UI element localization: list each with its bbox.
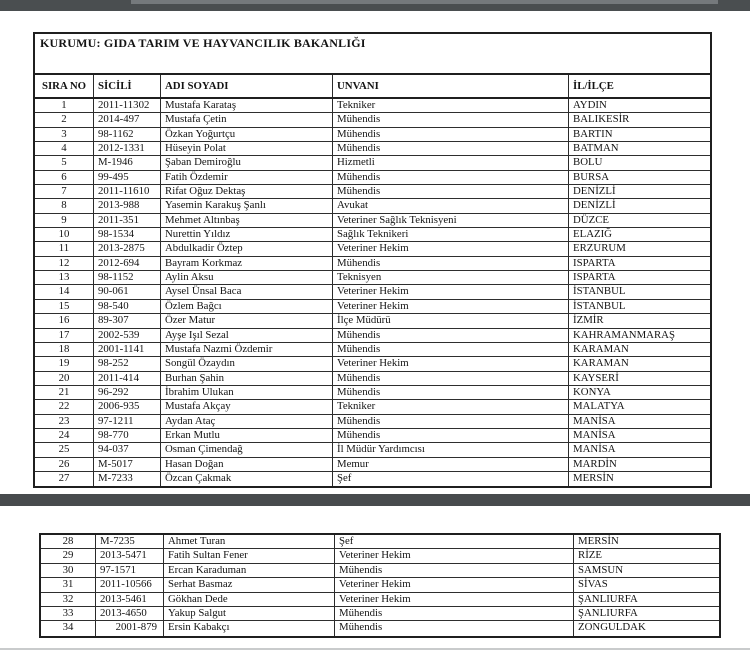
registry-number-cell: 98-252: [94, 357, 161, 370]
table-2-body: [41, 535, 719, 636]
table-row: [41, 593, 719, 607]
job-title-cell: Hizmetli: [333, 156, 569, 169]
registry-number-cell: 96-292: [94, 386, 161, 399]
full-name-cell: Ersin Kabakçı: [164, 621, 335, 635]
full-name-cell: Songül Özaydın: [161, 357, 333, 370]
table-row: [41, 535, 719, 549]
table-row: [35, 214, 710, 228]
table-row: [35, 357, 710, 371]
table-row: [35, 171, 710, 185]
job-title-cell: Mühendis: [333, 415, 569, 428]
scan-page-top-bar-highlight: [131, 0, 718, 4]
registry-number-cell: 2011-351: [94, 214, 161, 227]
province-cell: ELAZIĞ: [573, 228, 612, 241]
row-number-cell: 23: [35, 415, 94, 428]
registry-number-cell: 2013-4650: [96, 607, 164, 620]
full-name-cell: Abdulkadir Öztep: [161, 242, 333, 255]
registry-number-cell: 98-1152: [94, 271, 161, 284]
job-title-cell: Mühendis: [335, 621, 574, 635]
table-header-row: [35, 75, 710, 99]
job-title-cell: Sağlık Teknikeri: [333, 228, 569, 241]
row-number-cell: 27: [35, 472, 94, 486]
province-cell: BATMAN: [573, 142, 619, 155]
row-number-cell: 34: [41, 621, 96, 635]
province-cell: MERSİN: [573, 471, 614, 484]
row-number-cell: 29: [41, 549, 96, 562]
job-title-cell: Veteriner Sağlık Teknisyeni: [333, 214, 569, 227]
table-row: [35, 99, 710, 113]
full-name-cell: Ercan Karaduman: [164, 564, 335, 577]
full-name-cell: Yasemin Karakuş Şanlı: [161, 199, 333, 212]
row-number-cell: 2: [35, 113, 94, 126]
full-name-cell: Hüseyin Polat: [161, 142, 333, 155]
column-header-adi-soyadi: ADI SOYADI: [161, 75, 333, 97]
table-row: [35, 242, 710, 256]
row-number-cell: 9: [35, 214, 94, 227]
row-number-cell: 8: [35, 199, 94, 212]
province-cell: KAYSERİ: [573, 371, 619, 384]
province-cell: MERSİN: [578, 535, 619, 547]
row-number-cell: 22: [35, 400, 94, 413]
registry-number-cell: 98-1534: [94, 228, 161, 241]
job-title-cell: Mühendis: [333, 257, 569, 270]
full-name-cell: İbrahim Ulukan: [161, 386, 333, 399]
job-title-cell: Mühendis: [333, 343, 569, 356]
row-number-cell: 28: [41, 535, 96, 548]
table-row: [41, 549, 719, 563]
row-number-cell: 30: [41, 564, 96, 577]
row-number-cell: 1: [35, 99, 94, 112]
registry-number-cell: 94-037: [94, 443, 161, 456]
row-number-cell: 16: [35, 314, 94, 327]
job-title-cell: Teknisyen: [333, 271, 569, 284]
province-cell: ERZURUM: [573, 242, 626, 255]
page-title: KURUMU: GIDA TARIM VE HAYVANCILIK BAKANLIĞI: [35, 34, 710, 75]
registry-number-cell: 90-061: [94, 285, 161, 298]
registry-number-cell: 2014-497: [94, 113, 161, 126]
job-title-cell: Mühendis: [333, 372, 569, 385]
full-name-cell: Osman Çimendağ: [161, 443, 333, 456]
scan-page-bottom-edge: [0, 648, 750, 650]
scan-page-separator-bar: [0, 494, 750, 506]
province-cell: KARAMAN: [573, 357, 629, 370]
province-cell: BALIKESİR: [573, 113, 630, 126]
full-name-cell: Burhan Şahin: [161, 372, 333, 385]
job-title-cell: Veteriner Hekim: [333, 242, 569, 255]
personnel-table-page-2: [39, 533, 721, 638]
province-cell: BOLU: [573, 156, 603, 169]
full-name-cell: Şaban Demiroğlu: [161, 156, 333, 169]
scan-page-top-bar: [0, 0, 750, 11]
table-row: [35, 113, 710, 127]
registry-number-cell: M-7233: [94, 472, 161, 486]
province-cell: DENİZLİ: [573, 185, 616, 198]
registry-number-cell: 2001-1141: [94, 343, 161, 356]
row-number-cell: 25: [35, 443, 94, 456]
registry-number-cell: 97-1211: [94, 415, 161, 428]
full-name-cell: Mehmet Altınbaş: [161, 214, 333, 227]
job-title-cell: Mühendis: [333, 128, 569, 141]
registry-number-cell: 2001-879: [96, 621, 164, 635]
province-cell: İSTANBUL: [573, 299, 626, 312]
full-name-cell: Fatih Özdemir: [161, 171, 333, 184]
province-cell: SİVAS: [578, 578, 608, 591]
full-name-cell: Serhat Basmaz: [164, 578, 335, 591]
row-number-cell: 19: [35, 357, 94, 370]
table-row: [35, 228, 710, 242]
row-number-cell: 18: [35, 343, 94, 356]
table-row: [35, 343, 710, 357]
table-row: [35, 400, 710, 414]
table-row: [35, 185, 710, 199]
job-title-cell: Şef: [335, 535, 574, 548]
province-cell: İZMİR: [573, 314, 604, 327]
province-cell: ZONGULDAK: [578, 621, 646, 634]
row-number-cell: 24: [35, 429, 94, 442]
row-number-cell: 17: [35, 329, 94, 342]
province-cell: KAHRAMANMARAŞ: [573, 328, 675, 341]
job-title-cell: Mühendis: [333, 171, 569, 184]
registry-number-cell: 2002-539: [94, 329, 161, 342]
job-title-cell: Şef: [333, 472, 569, 486]
job-title-cell: Mühendis: [335, 564, 574, 577]
table-row: [35, 271, 710, 285]
province-cell: MANİSA: [573, 428, 616, 441]
full-name-cell: Yakup Salgut: [164, 607, 335, 620]
full-name-cell: Özer Matur: [161, 314, 333, 327]
full-name-cell: Ahmet Turan: [164, 535, 335, 548]
registry-number-cell: 2006-935: [94, 400, 161, 413]
row-number-cell: 13: [35, 271, 94, 284]
registry-number-cell: 2011-11610: [94, 185, 161, 198]
job-title-cell: Tekniker: [333, 400, 569, 413]
personnel-table-page-1: [33, 32, 712, 488]
province-cell: DENİZLİ: [573, 199, 616, 212]
registry-number-cell: 99-495: [94, 171, 161, 184]
table-row: [35, 128, 710, 142]
job-title-cell: Mühendis: [333, 429, 569, 442]
province-cell: SAMSUN: [578, 563, 624, 576]
province-cell: KARAMAN: [573, 342, 629, 355]
table-row: [35, 472, 710, 486]
column-header-il-ilce: İL/İLÇE: [573, 79, 614, 92]
table-row: [35, 285, 710, 299]
job-title-cell: Memur: [333, 458, 569, 471]
table-1-body: [35, 99, 710, 486]
job-title-cell: Mühendis: [335, 607, 574, 620]
column-header-sicili: SİCİLİ: [94, 75, 161, 97]
province-cell: İSTANBUL: [573, 285, 626, 298]
province-cell: MANİSA: [573, 443, 616, 456]
row-number-cell: 21: [35, 386, 94, 399]
registry-number-cell: 98-1162: [94, 128, 161, 141]
job-title-cell: Mühendis: [333, 142, 569, 155]
full-name-cell: Özkan Yoğurtçu: [161, 128, 333, 141]
province-cell: BARTIN: [573, 127, 613, 140]
province-cell: ISPARTA: [573, 256, 616, 269]
registry-number-cell: 2013-2875: [94, 242, 161, 255]
province-cell: ŞANLIURFA: [578, 592, 638, 605]
table-row: [35, 372, 710, 386]
registry-number-cell: 2013-5461: [96, 593, 164, 606]
table-row: [35, 415, 710, 429]
province-cell: MALATYA: [573, 400, 625, 413]
table-row: [35, 300, 710, 314]
full-name-cell: Mustafa Karataş: [161, 99, 333, 112]
province-cell: KONYA: [573, 385, 611, 398]
registry-number-cell: 97-1571: [96, 564, 164, 577]
registry-number-cell: M-1946: [94, 156, 161, 169]
job-title-cell: Veteriner Hekim: [335, 578, 574, 591]
province-cell: BURSA: [573, 170, 610, 183]
column-header-unvani: UNVANI: [333, 75, 569, 97]
registry-number-cell: 89-307: [94, 314, 161, 327]
row-number-cell: 6: [35, 171, 94, 184]
table-row: [41, 621, 719, 635]
full-name-cell: Aydan Ataç: [161, 415, 333, 428]
row-number-cell: 26: [35, 458, 94, 471]
job-title-cell: Veteriner Hekim: [335, 549, 574, 562]
province-cell: MANİSA: [573, 414, 616, 427]
registry-number-cell: 2011-11302: [94, 99, 161, 112]
full-name-cell: Bayram Korkmaz: [161, 257, 333, 270]
job-title-cell: Mühendis: [333, 386, 569, 399]
full-name-cell: Fatih Sultan Fener: [164, 549, 335, 562]
job-title-cell: İl Müdür Yardımcısı: [333, 443, 569, 456]
row-number-cell: 14: [35, 285, 94, 298]
table-row: [35, 156, 710, 170]
table-row: [41, 578, 719, 592]
row-number-cell: 11: [35, 242, 94, 255]
full-name-cell: Erkan Mutlu: [161, 429, 333, 442]
registry-number-cell: 2012-1331: [94, 142, 161, 155]
registry-number-cell: 98-770: [94, 429, 161, 442]
table-row: [35, 142, 710, 156]
full-name-cell: Özlem Bağcı: [161, 300, 333, 313]
full-name-cell: Mustafa Çetin: [161, 113, 333, 126]
row-number-cell: 15: [35, 300, 94, 313]
table-row: [41, 607, 719, 621]
table-row: [35, 314, 710, 328]
job-title-cell: Veteriner Hekim: [333, 300, 569, 313]
job-title-cell: İlçe Müdürü: [333, 314, 569, 327]
table-row: [35, 329, 710, 343]
table-row: [35, 257, 710, 271]
full-name-cell: Ayşe Işıl Sezal: [161, 329, 333, 342]
row-number-cell: 3: [35, 128, 94, 141]
row-number-cell: 7: [35, 185, 94, 198]
full-name-cell: Hasan Doğan: [161, 458, 333, 471]
table-row: [35, 386, 710, 400]
table-row: [35, 429, 710, 443]
table-row: [35, 443, 710, 457]
row-number-cell: 32: [41, 593, 96, 606]
job-title-cell: Tekniker: [333, 99, 569, 112]
row-number-cell: 5: [35, 156, 94, 169]
job-title-cell: Veteriner Hekim: [333, 357, 569, 370]
full-name-cell: Mustafa Akçay: [161, 400, 333, 413]
registry-number-cell: M-5017: [94, 458, 161, 471]
column-header-sira-no: SIRA NO: [35, 75, 94, 97]
registry-number-cell: 2013-988: [94, 199, 161, 212]
province-cell: RİZE: [578, 549, 602, 562]
job-title-cell: Mühendis: [333, 113, 569, 126]
registry-number-cell: M-7235: [96, 535, 164, 548]
table-row: [35, 458, 710, 472]
full-name-cell: Aysel Ünsal Baca: [161, 285, 333, 298]
full-name-cell: Gökhan Dede: [164, 593, 335, 606]
job-title-cell: Mühendis: [333, 329, 569, 342]
province-cell: ŞANLIURFA: [578, 606, 638, 619]
full-name-cell: Rifat Oğuz Dektaş: [161, 185, 333, 198]
province-cell: MARDİN: [573, 457, 617, 470]
registry-number-cell: 2011-10566: [96, 578, 164, 591]
table-row: [41, 564, 719, 578]
row-number-cell: 4: [35, 142, 94, 155]
row-number-cell: 10: [35, 228, 94, 241]
registry-number-cell: 2012-694: [94, 257, 161, 270]
registry-number-cell: 98-540: [94, 300, 161, 313]
table-row: [35, 199, 710, 213]
row-number-cell: 12: [35, 257, 94, 270]
registry-number-cell: 2013-5471: [96, 549, 164, 562]
full-name-cell: Aylin Aksu: [161, 271, 333, 284]
registry-number-cell: 2011-414: [94, 372, 161, 385]
province-cell: AYDIN: [573, 99, 607, 111]
job-title-cell: Mühendis: [333, 185, 569, 198]
row-number-cell: 33: [41, 607, 96, 620]
province-cell: DÜZCE: [573, 213, 609, 226]
job-title-cell: Veteriner Hekim: [333, 285, 569, 298]
row-number-cell: 31: [41, 578, 96, 591]
row-number-cell: 20: [35, 372, 94, 385]
full-name-cell: Nurettin Yıldız: [161, 228, 333, 241]
job-title-cell: Avukat: [333, 199, 569, 212]
full-name-cell: Özcan Çakmak: [161, 472, 333, 486]
job-title-cell: Veteriner Hekim: [335, 593, 574, 606]
province-cell: ISPARTA: [573, 271, 616, 284]
full-name-cell: Mustafa Nazmi Özdemir: [161, 343, 333, 356]
